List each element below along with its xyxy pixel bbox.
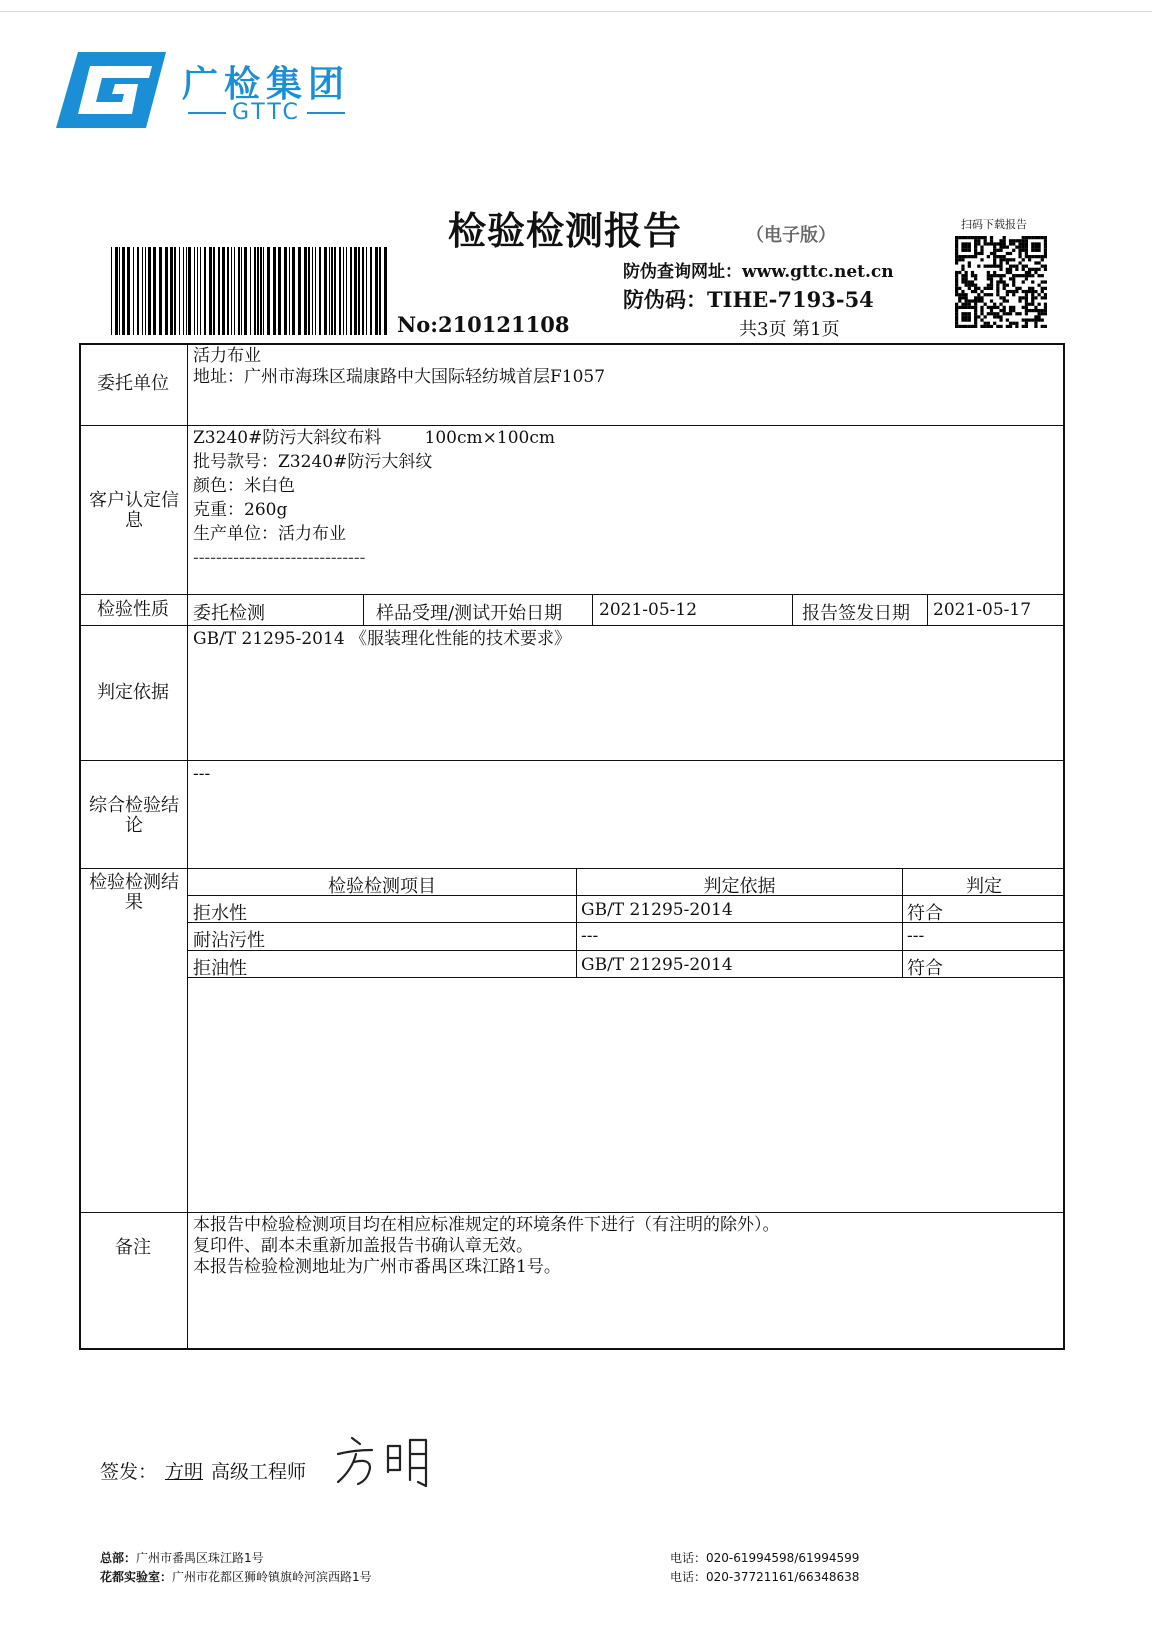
result-basis: GB/T 21295-2014: [581, 955, 733, 975]
footer-hq: 总部：广州市番禺区珠江路1号: [100, 1551, 264, 1565]
result-item: 耐沾污性: [193, 930, 265, 951]
result-item: 拒油性: [193, 958, 247, 979]
result-verdict: 符合: [907, 958, 943, 979]
results-header-basis: 判定依据: [703, 876, 776, 897]
signoff: [100, 1457, 306, 1484]
edition-label: （电子版）: [746, 225, 836, 246]
logo-english-name: GTTC: [182, 100, 351, 125]
results-label: 检验检测结果: [89, 872, 179, 913]
logo-chinese-name: 广检集团: [182, 64, 351, 105]
start-date-value: 2021-05-12: [599, 600, 698, 620]
results-header-verdict: 判定: [966, 876, 1002, 897]
signoff-label: 签发：: [100, 1461, 158, 1483]
issue-date-value: 2021-05-17: [933, 600, 1032, 620]
result-verdict: 符合: [907, 903, 943, 924]
page-top-rule: [0, 11, 1152, 12]
customer-info-line: 生产单位：活力布业: [193, 524, 346, 544]
customer-info-line: 批号款号：Z3240#防污大斜纹: [193, 452, 433, 472]
conclusion-label: 综合检验结论: [89, 795, 179, 836]
signer-name: 方明: [165, 1461, 204, 1483]
report-number: No:210121108: [397, 312, 570, 337]
customer-info-label: 客户认定信息: [89, 490, 179, 531]
report-title: 检验检测报告: [448, 209, 683, 253]
inspection-type-value: 委托检测: [193, 603, 265, 624]
handwritten-signature: [330, 1430, 435, 1490]
customer-info-line: Z3240#防污大斜纹布料 100cm×100cm: [193, 428, 555, 448]
inspection-type-label: 检验性质: [97, 599, 169, 620]
footer-tel-2: 电话：020-37721161/66348638: [670, 1570, 860, 1584]
customer-info-line: ------------------------------: [193, 548, 366, 568]
qr-label: 扫码下载报告: [961, 218, 1027, 231]
client-name: 活力布业: [193, 346, 261, 366]
issue-date-label: 报告签发日期: [802, 603, 910, 624]
customer-info-line: 克重：260g: [193, 500, 288, 520]
remark-line: 复印件、副本未重新加盖报告书确认章无效。: [193, 1236, 533, 1256]
gttc-logo-icon: [56, 52, 166, 128]
footer-lab: 花都实验室：广州市花都区狮岭镇旗岭河滨西路1号: [100, 1570, 372, 1584]
customer-info-line: 颜色：米白色: [193, 476, 295, 496]
result-item: 拒水性: [193, 903, 247, 924]
result-verdict: ---: [907, 926, 925, 946]
signer-title: 高级工程师: [211, 1461, 307, 1483]
remark-line: 本报告检验检测地址为广州市番禺区珠江路1号。: [193, 1257, 561, 1277]
start-date-label: 样品受理/测试开始日期: [376, 603, 563, 624]
results-header-item: 检验检测项目: [328, 876, 436, 897]
remarks-label: 备注: [115, 1237, 151, 1258]
anti-fake-url: 防伪查询网址：www.gttc.net.cn: [623, 262, 894, 282]
anti-fake-code: 防伪码：TIHE-7193-54: [623, 287, 874, 312]
footer-tel-1: 电话：020-61994598/61994599: [670, 1551, 860, 1565]
basis-label: 判定依据: [97, 682, 169, 703]
result-basis: GB/T 21295-2014: [581, 900, 733, 920]
result-basis: ---: [581, 926, 599, 946]
basis-value: GB/T 21295-2014 《服装理化性能的技术要求》: [193, 629, 572, 649]
remark-line: 本报告中检验检测项目均在相应标准规定的环境条件下进行（有注明的除外）。: [193, 1215, 780, 1235]
page-count: 共3页 第1页: [739, 319, 840, 340]
client-address: 地址：广州市海珠区瑞康路中大国际轻纺城首层F1057: [193, 367, 606, 387]
qr-code-icon[interactable]: [955, 236, 1047, 328]
barcode-icon: [111, 247, 387, 335]
client-label: 委托单位: [97, 373, 169, 394]
conclusion-value: ---: [193, 764, 211, 784]
